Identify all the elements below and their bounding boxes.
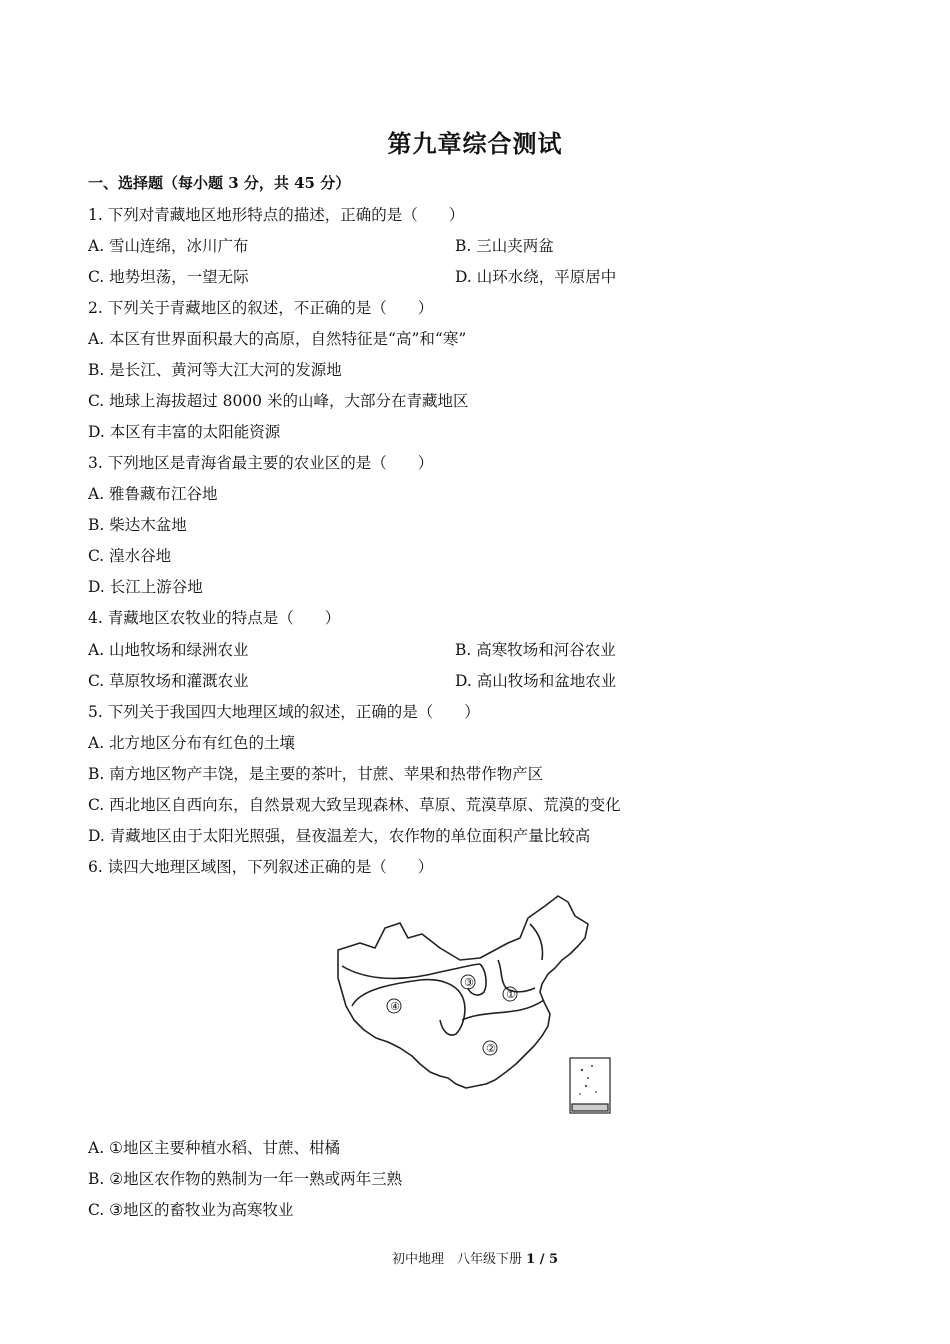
question-stem: 5. 下列关于我国四大地理区域的叙述，正确的是（ ）: [88, 703, 480, 721]
option: B. 高寒牧场和河谷农业: [455, 641, 616, 659]
option: D. 本区有丰富的太阳能资源: [88, 423, 281, 441]
option: A. 北方地区分布有红色的土壤: [88, 734, 296, 752]
option: C. 地球上海拔超过 8000 米的山峰，大部分在青藏地区: [88, 392, 469, 410]
option: B. 是长江、黄河等大江大河的发源地: [88, 361, 342, 379]
page-number: 1 / 5: [526, 1252, 559, 1267]
option: C. ③地区的畜牧业为高寒牧业: [88, 1201, 294, 1219]
option: D. 青藏地区由于太阳光照强，昼夜温差大，农作物的单位面积产量比较高: [88, 827, 591, 845]
question-stem: 6. 读四大地理区域图，下列叙述正确的是（ ）: [88, 858, 434, 876]
map-label-3: ③: [464, 976, 474, 989]
option: A. 雪山连绵，冰川广布: [88, 237, 249, 255]
page-footer: [0, 1248, 950, 1267]
footer-text: 初中地理 八年级下册: [391, 1252, 522, 1267]
map-label-1: ①: [506, 988, 516, 1001]
option: C. 湟水谷地: [88, 547, 172, 565]
option: B. 三山夹两盆: [455, 237, 554, 255]
option: A. ①地区主要种植水稻、甘蔗、柑橘: [88, 1139, 340, 1157]
china-regions-map: [330, 888, 620, 1123]
option: D. 山环水绕，平原居中: [455, 268, 617, 286]
map-label-4: ④: [390, 1000, 400, 1013]
option: C. 西北地区自西向东，自然景观大致呈现森林、草原、荒漠草原、荒漠的变化: [88, 796, 621, 814]
option: B. 南方地区物产丰饶，是主要的茶叶，甘蔗、苹果和热带作物产区: [88, 765, 544, 783]
option: C. 地势坦荡，一望无际: [88, 268, 249, 286]
option: D. 高山牧场和盆地农业: [455, 672, 617, 690]
question-stem: 4. 青藏地区农牧业的特点是（ ）: [88, 609, 341, 627]
map-label-2: ②: [486, 1042, 496, 1055]
section-heading: 一、选择题（每小题 3 分，共 45 分）: [88, 174, 351, 192]
page-title: 第九章综合测试: [387, 129, 563, 158]
option: B. 柴达木盆地: [88, 516, 187, 534]
option: B. ②地区农作物的熟制为一年一熟或两年三熟: [88, 1170, 403, 1188]
option: A. 山地牧场和绿洲农业: [88, 641, 249, 659]
option: D. 长江上游谷地: [88, 578, 203, 596]
option: C. 草原牧场和灌溉农业: [88, 672, 249, 690]
question-stem: 2. 下列关于青藏地区的叙述，不正确的是（ ）: [88, 299, 434, 317]
question-stem: 3. 下列地区是青海省最主要的农业区的是（ ）: [88, 454, 434, 472]
option: A. 本区有世界面积最大的高原，自然特征是“高”和“寒”: [88, 330, 467, 348]
option: A. 雅鲁藏布江谷地: [88, 485, 218, 503]
question-stem: 1. 下列对青藏地区地形特点的描述，正确的是（ ）: [88, 206, 465, 224]
